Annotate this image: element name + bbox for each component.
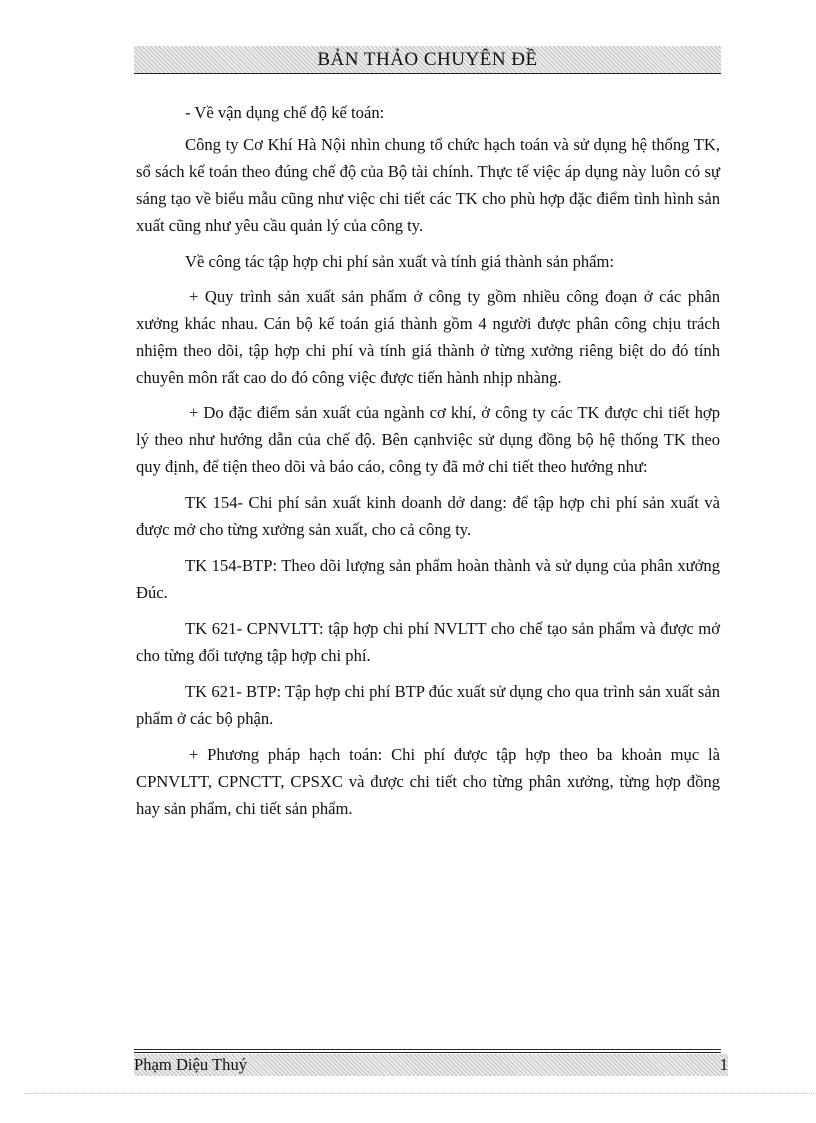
page-bottom-border: [24, 1093, 814, 1094]
footer-rule: [134, 1049, 721, 1053]
page-number: 1: [719, 1055, 728, 1074]
footer-author: Phạm Diệu Thuý: [134, 1055, 248, 1074]
paragraph: + Do đặc điểm sản xuất của ngành cơ khí, ở công ty các TK được chi tiết hợp lý theo như hướng dẫn của chế độ. Bên cạnhviệc sử dụng đồng bộ hệ thống TK theo quy định, để tiện theo dõi và báo cáo, công ty đã mở chi tiết theo hướng như:: [136, 403, 720, 476]
paragraph: Về công tác tập hợp chi phí sản xuất và tính giá thành sản phẩm:: [185, 252, 615, 271]
document-body: [136, 99, 720, 822]
paragraph: TK 621- BTP: Tập hợp chi phí BTP đúc xuất sử dụng cho qua trình sản xuất sản phẩm ở các bộ phận.: [136, 682, 720, 728]
paragraph: TK 154- Chi phí sản xuất kinh doanh dở dang: để tập hợp chi phí sản xuất và được mở cho từng xưởng sản xuất, cho cả công ty.: [136, 493, 720, 539]
header-title: BẢN THẢO CHUYÊN ĐỀ: [317, 49, 538, 70]
paragraph: + Quy trình sản xuất sản phẩm ở công ty gồm nhiều công đoạn ở các phân xưởng khác nhau. Cán bộ kế toán giá thành gồm 4 người được phân công chịu trách nhiệm theo dõi, tập hợp chi phí và tính giá thành ở từng xưởng riêng biệt do đó tính chuyên môn rất cao do đó công việc được tiến hành nhịp nhàng.: [136, 287, 720, 387]
paragraph: + Phương pháp hạch toán: Chi phí được tập hợp theo ba khoản mục là CPNVLTT, CPNCTT, CPSXC và được chi tiết cho từng phân xưởng, từng hợp đồng hay sản phẩm, chi tiết sản phẩm.: [136, 745, 720, 818]
page-footer: [134, 1054, 728, 1076]
paragraph: TK 621- CPNVLTT: tập hợp chi phí NVLTT cho chế tạo sản phẩm và được mở cho từng đối tượng tập hợp chi phí.: [136, 619, 720, 665]
paragraph: Công ty Cơ Khí Hà Nội nhìn chung tổ chức hạch toán và sử dụng hệ thống TK, sổ sách kế toán theo đúng chế độ của Bộ tài chính. Thực tế việc áp dụng này luôn có sự sáng tạo về biểu mẫu cũng như việc chi tiết các TK cho phù hợp đặc điểm tình hình sản xuất cũng như yêu cầu quản lý của công ty.: [136, 135, 720, 235]
page-header: [134, 46, 721, 74]
section-heading: - Về vận dụng chế độ kế toán:: [185, 103, 385, 122]
paragraph: TK 154-BTP: Theo dõi lượng sản phẩm hoàn thành và sử dụng của phân xưởng Đúc.: [136, 556, 720, 602]
